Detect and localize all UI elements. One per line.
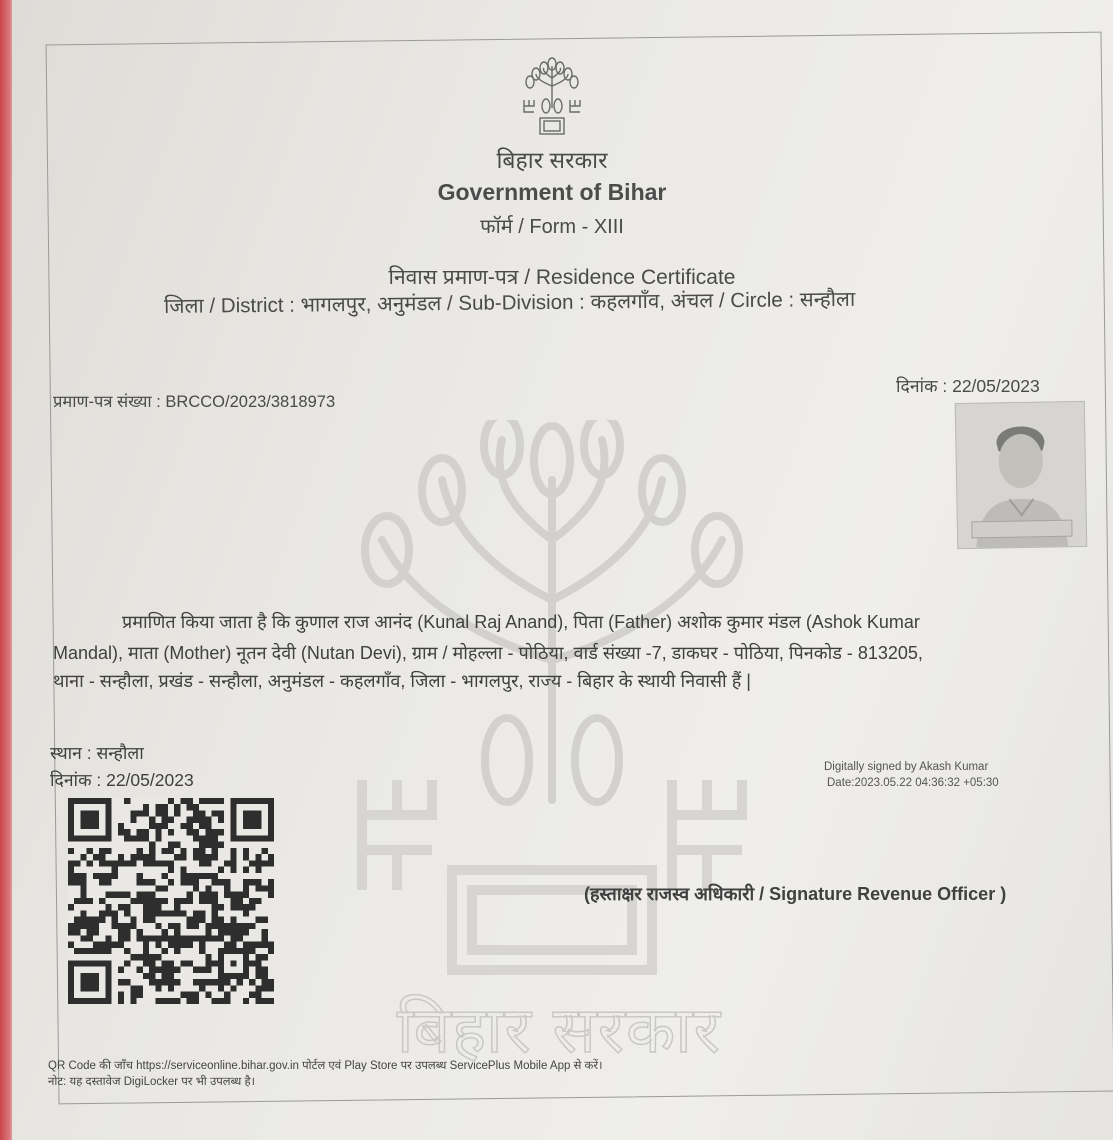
person-photo-icon — [956, 402, 1086, 548]
certificate-sheet — [12, 0, 1113, 1140]
digital-signature-date: Date:2023.05.22 04:36:32 +05:30 — [827, 777, 999, 789]
place-date: दिनांक : 22/05/2023 — [50, 770, 194, 790]
issue-date: दिनांक : 22/05/2023 — [896, 376, 1040, 396]
certificate-title: निवास प्रमाण-पत्र / Residence Certificate — [388, 266, 736, 289]
place: स्थान : सन्हौला — [50, 743, 144, 763]
qr-verification-note: QR Code की जाँच https://serviceonline.bihar.gov.in पोर्टल एवं Play Store पर उपलब्ध ServicePlus Mobile App से करें। — [48, 1060, 603, 1072]
state-name-english: Government of Bihar — [437, 179, 667, 205]
qr-code[interactable] — [68, 796, 274, 1006]
digilocker-note: नोट: यह दस्तावेज DigiLocker पर भी उपलब्ध है। — [48, 1076, 255, 1088]
digital-signature-name: Digitally signed by Akash Kumar — [824, 761, 989, 773]
signature-label: (हस्ताक्षर राजस्व अधिकारी / Signature Revenue Officer ) — [584, 884, 1007, 904]
watermark-text: बिहार सरकार — [397, 994, 722, 1066]
bihar-emblem-logo — [520, 56, 584, 140]
certificate-number: प्रमाण-पत्र संख्या : BRCCO/2023/3818973 — [53, 393, 336, 411]
certificate-body-line-1: प्रमाणित किया जाता है कि कुणाल राज आनंद (Kunal Raj Anand), पिता (Father) अशोक कुमार मंडल (Ashok Kumar — [122, 612, 920, 632]
district-line: जिला / District : भागलपुर, अनुमंडल / Sub-Division : कहलगाँव, अंचल / Circle : सन्हौला — [163, 287, 856, 318]
certificate-body-line-3: थाना - सन्हौला, प्रखंड - सन्हौला, अनुमंडल - कहलगाँव, जिला - भागलपुर, राज्य - बिहार के स्थायी निवासी हैं | — [53, 671, 751, 691]
form-number: फॉर्म / Form - XIII — [480, 216, 624, 238]
applicant-photo — [955, 401, 1088, 549]
state-name-hindi: बिहार सरकार — [496, 147, 608, 173]
certificate-body-line-2: Mandal), माता (Mother) नूतन देवी (Nutan Devi), ग्राम / मोहल्ला - पोठिया, वार्ड संख्या -7, डाकघर - पोठिया, पिनकोड - 813205, — [53, 643, 923, 663]
